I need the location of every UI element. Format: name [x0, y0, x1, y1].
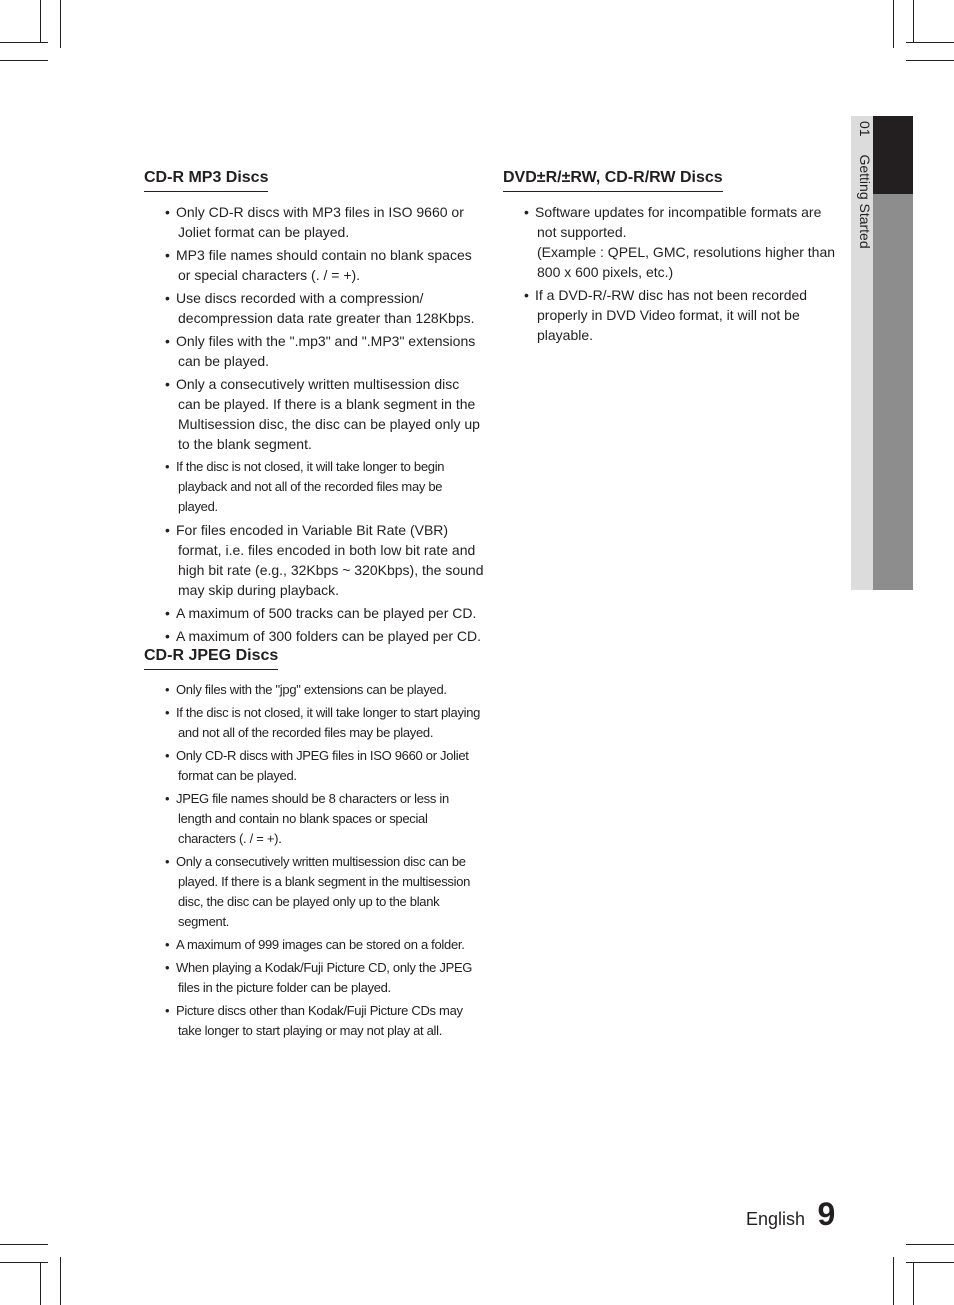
mp3-list — [144, 202, 484, 646]
page-number: 9 — [817, 1196, 836, 1232]
list-item-text: Software updates for incompatible formats are not supported. — [535, 204, 822, 241]
list-item: • Only CD-R discs with MP3 files in ISO 9660 or Joliet format can be played. — [144, 202, 484, 242]
list-item: • Use discs recorded with a compression/ decompression data rate greater than 128Kbps. — [144, 288, 484, 328]
list-item: • Only a consecutively written multisession disc can be played. If there is a blank segment in the multisession disc, the disc can be played only up to the blank segment. — [144, 852, 484, 932]
list-item: • Only files with the "jpg" extensions can be played. — [144, 680, 484, 700]
chapter-title: Getting Started — [857, 154, 873, 249]
list-item-example: (Example : QPEL, GMC, resolutions higher than 800 x 600 pixels, etc.) — [537, 244, 836, 281]
crop-mark — [0, 60, 48, 61]
list-item: • If the disc is not closed, it will take longer to start playing and not all of the recorded files may be played. — [144, 703, 484, 743]
list-item — [503, 202, 843, 282]
list-item: • Only CD-R discs with JPEG files in ISO 9660 or Joliet format can be played. — [144, 746, 484, 786]
page-footer — [746, 1196, 835, 1233]
dvd-list — [503, 202, 843, 345]
mp3-section — [144, 168, 484, 646]
list-item: • Only files with the ".mp3" and ".MP3" extensions can be played. — [144, 331, 484, 371]
crop-mark — [60, 1257, 61, 1305]
left-column — [144, 168, 484, 649]
right-column — [503, 168, 843, 348]
list-item: • A maximum of 500 tracks can be played per CD. — [144, 603, 484, 623]
crop-mark — [913, 1263, 914, 1305]
crop-mark — [906, 1244, 954, 1245]
crop-mark — [0, 1244, 48, 1245]
list-item: • A maximum of 999 images can be stored on a folder. — [144, 935, 484, 955]
crop-mark — [40, 1263, 41, 1305]
list-item: • When playing a Kodak/Fuji Picture CD, only the JPEG files in the picture folder can be played. — [144, 958, 484, 998]
chapter-number: 01 — [857, 121, 873, 137]
jpeg-section — [144, 646, 484, 1041]
jpeg-list — [144, 680, 484, 1041]
list-item: • For files encoded in Variable Bit Rate (VBR) format, i.e. files encoded in both low bit rate and high bit rate (e.g., 32Kbps ~ 320Kbps), the sound may skip during playback. — [144, 520, 484, 600]
list-item: • A maximum of 300 folders can be played per CD. — [144, 626, 484, 646]
crop-mark — [893, 1257, 894, 1305]
footer-language: English — [746, 1209, 806, 1229]
left-column-jpeg — [144, 646, 484, 1044]
list-item: • Picture discs other than Kodak/Fuji Picture CDs may take longer to start playing or may not play at all. — [144, 1001, 484, 1041]
crop-mark — [893, 0, 894, 48]
list-item: • Only a consecutively written multisession disc can be played. If there is a blank segment in the Multisession disc, the disc can be played only up to the blank segment. — [144, 374, 484, 454]
list-item: • JPEG file names should be 8 characters or less in length and contain no blank spaces or special characters (. / = +). — [144, 789, 484, 849]
list-item: • If a DVD-R/-RW disc has not been recorded properly in DVD Video format, it will not be playable. — [503, 285, 843, 345]
crop-mark — [913, 0, 914, 42]
crop-mark — [40, 0, 41, 42]
crop-mark — [0, 42, 48, 43]
chapter-tab-bar — [873, 194, 913, 590]
section-heading-jpeg: CD-R JPEG Discs — [144, 646, 278, 670]
crop-mark — [60, 0, 61, 48]
list-item: • MP3 file names should contain no blank spaces or special characters (. / = +). — [144, 245, 484, 285]
crop-mark — [906, 60, 954, 61]
list-item: • If the disc is not closed, it will take longer to begin playback and not all of the recorded files may be played. — [144, 457, 484, 517]
chapter-tab-marker — [873, 116, 913, 194]
chapter-tab-label — [851, 121, 873, 249]
crop-mark — [906, 42, 954, 43]
section-heading-mp3: CD-R MP3 Discs — [144, 168, 268, 192]
dvd-section — [503, 168, 843, 345]
section-heading-dvd: DVD±R/±RW, CD-R/RW Discs — [503, 168, 723, 192]
